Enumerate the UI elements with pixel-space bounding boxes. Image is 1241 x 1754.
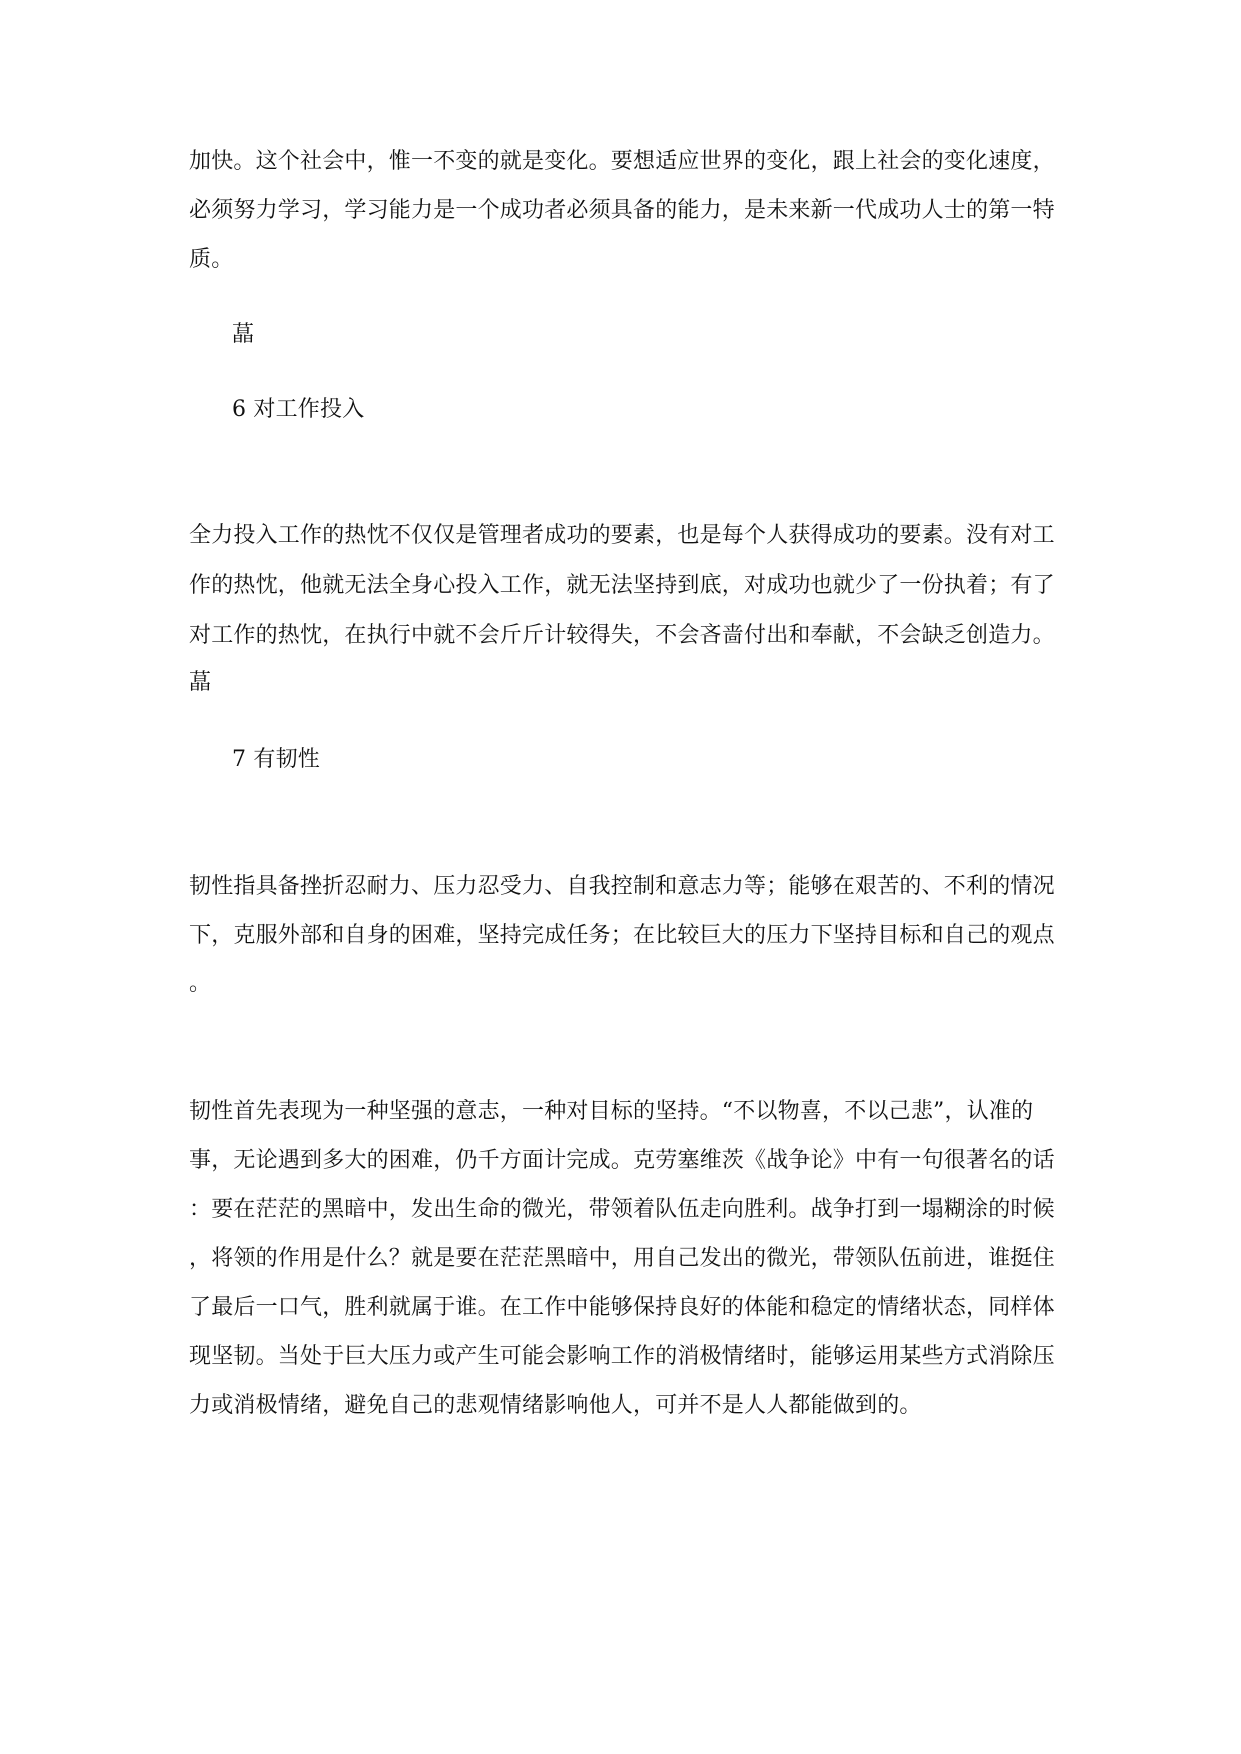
paragraph-line: ：要在茫茫的黑暗中，发出生命的微光，带领着队伍走向胜利。战争打到一塌糊涂的时候 [189,1197,1055,1222]
paragraph-line: 事，无论遇到多大的困难，仍千方面计完成。克劳塞维茨《战争论》中有一句很著名的话 [189,1148,1055,1173]
paragraph-line: 对工作的热忱，在执行中就不会斤斤计较得失，不会吝啬付出和奉献，不会缺乏创造力。 [189,623,1055,648]
marker-glyph: 蕌 [189,670,212,695]
section-heading: 6 对工作投入 [232,397,365,422]
section-heading: 7 有韧性 [232,747,320,772]
paragraph-line: 必须努力学习，学习能力是一个成功者必须具备的能力，是未来新一代成功人士的第一特 [189,198,1055,223]
paragraph-line: 韧性指具备挫折忍耐力、压力忍受力、自我控制和意志力等；能够在艰苦的、不利的情况 [189,874,1055,899]
paragraph-line: 下，克服外部和自身的困难，坚持完成任务；在比较巨大的压力下坚持目标和自己的观点 [189,923,1055,948]
paragraph-line: 加快。这个社会中，惟一不变的就是变化。要想适应世界的变化，跟上社会的变化速度， [189,149,1055,174]
paragraph-line: 力或消极情绪，避免自己的悲观情绪影响他人，可并不是人人都能做到的。 [189,1393,922,1418]
paragraph-line: 质。 [189,247,234,272]
paragraph-line: 作的热忱，他就无法全身心投入工作，就无法坚持到底，对成功也就少了一份执着；有了 [189,573,1055,598]
paragraph-line: 现坚韧。当处于巨大压力或产生可能会影响工作的消极情绪时，能够运用某些方式消除压 [189,1344,1055,1369]
paragraph-line: 韧性首先表现为一种坚强的意志，一种对目标的坚持。“不以物喜，不以己悲”，认准的 [189,1099,1034,1124]
paragraph-line: 。 [189,971,212,996]
marker-glyph: 蕌 [232,322,255,347]
paragraph-line: ，将领的作用是什么？就是要在茫茫黑暗中，用自己发出的微光，带领队伍前进，谁挺住 [189,1246,1055,1271]
paragraph-line: 全力投入工作的热忱不仅仅是管理者成功的要素，也是每个人获得成功的要素。没有对工 [189,523,1055,548]
paragraph-line: 了最后一口气，胜利就属于谁。在工作中能够保持良好的体能和稳定的情绪状态，同样体 [189,1295,1055,1320]
